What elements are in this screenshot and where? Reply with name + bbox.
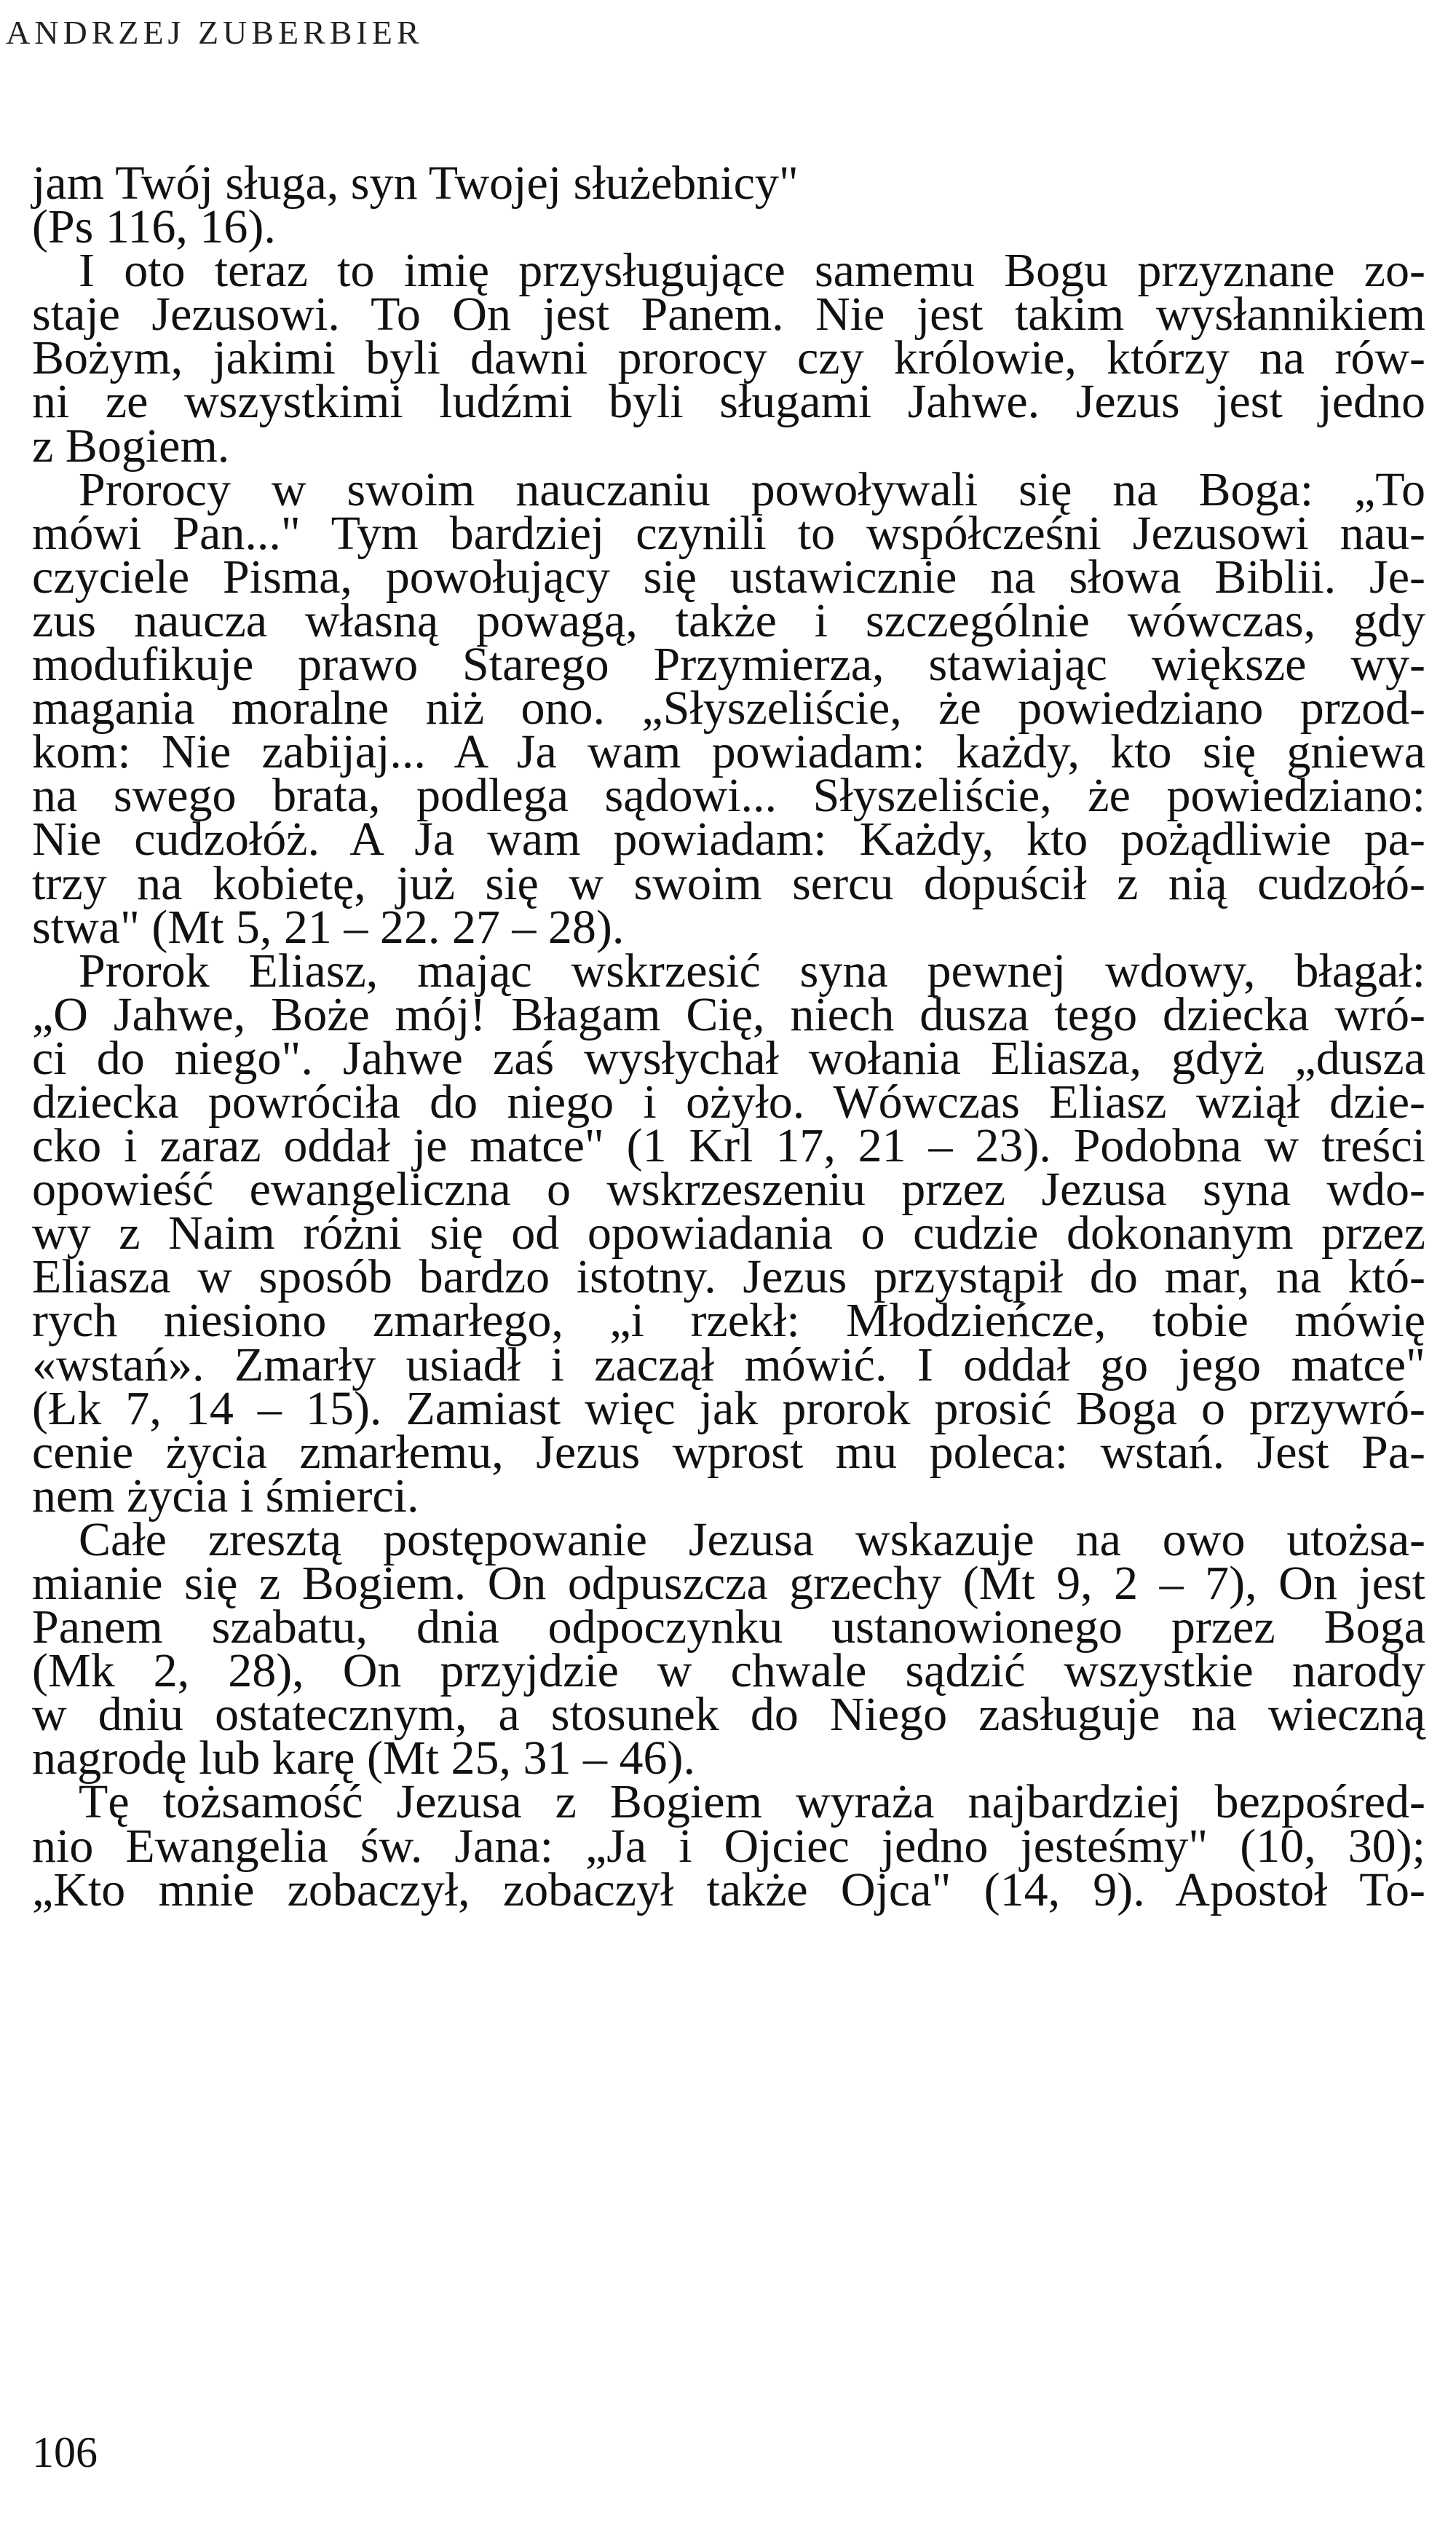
text-line: Bożym, jakimi byli dawni prorocy czy królowie, którzy na rów- [32, 331, 1425, 385]
text-line: nagrodę lub karę (Mt 25, 31 – 46). [32, 1731, 695, 1785]
text-line: „O Jahwe, Boże mój! Błagam Cię, niech dusza tego dziecka wró- [32, 987, 1425, 1041]
text-line: magania moralne niż ono. „Słyszeliście, że powiedziano przod- [32, 682, 1425, 735]
text-line: mianie się z Bogiem. On odpuszcza grzechy (Mt 9, 2 – 7), On jest [32, 1557, 1425, 1610]
text-line: zus naucza własną powagą, także i szczególnie wówczas, gdy [32, 593, 1425, 647]
text-line: ci do niego". Jahwe zaś wysłychał wołania Eliasza, gdyż „dusza [32, 1031, 1425, 1085]
text-line: Eliasza w sposób bardzo istotny. Jezus przystąpił do mar, na któ- [32, 1250, 1425, 1304]
text-line: modufikuje prawo Starego Przymierza, stawiając większe wy- [32, 638, 1425, 692]
text-line: mówi Pan..." Tym bardziej czynili to współcześni Jezusowi nau- [32, 506, 1425, 560]
text-line: Całe zresztą postępowanie Jezusa wskazuje na owo utożsa- [79, 1512, 1425, 1566]
text-line: rych niesiono zmarłego, „i rzekł: Młodzieńcze, tobie mówię [32, 1294, 1425, 1348]
text-line: Prorok Eliasz, mając wskrzesić syna pewnej wdowy, błagał: [79, 944, 1425, 998]
text-line: ni ze wszystkimi ludźmi byli sługami Jahwe. Jezus jest jedno [32, 375, 1425, 429]
text-line: (Łk 7, 14 – 15). Zamiast więc jak prorok prosić Boga o przywró- [32, 1381, 1425, 1435]
text-line: nem życia i śmierci. [32, 1469, 419, 1523]
text-line: Panem szabatu, dnia odpoczynku ustanowionego przez Boga [32, 1600, 1425, 1654]
text-line: wy z Naim różni się od opowiadania o cudzie dokonanym przez [32, 1207, 1425, 1260]
text-line: z Bogiem. [32, 419, 230, 473]
text-line: kom: Nie zabijaj... A Ja wam powiadam: każdy, kto się gniewa [32, 725, 1425, 779]
text-line: czyciele Pisma, powołujący się ustawicznie na słowa Biblii. Je- [32, 550, 1425, 604]
text-line: opowieść ewangeliczna o wskrzeszeniu przez Jezusa syna wdo- [32, 1163, 1425, 1217]
text-line: Prorocy w swoim nauczaniu powoływali się na Boga: „To [79, 462, 1425, 516]
text-line: (Mk 2, 28), On przyjdzie w chwale sądzić wszystkie narody [32, 1644, 1425, 1698]
text-line: staje Jezusowi. To On jest Panem. Nie jest takim wysłannikiem [32, 288, 1425, 341]
running-head: ANDRZEJ ZUBERBIER [6, 14, 424, 51]
text-line: trzy na kobietę, już się w swoim sercu dopuścił z nią cudzołó- [32, 856, 1425, 910]
text-line: I oto teraz to imię przysługujące samemu Bogu przyznane zo- [79, 244, 1425, 298]
text-line: «wstań». Zmarły usiadł i zaczął mówić. I oddał go jego matce" [32, 1338, 1425, 1391]
text-line: jam Twój sługa, syn Twojej służebnicy" [32, 157, 799, 210]
text-line: nio Ewangelia św. Jana: „Ja i Ojciec jedno jesteśmy" (10, 30); [32, 1819, 1425, 1873]
text-line: cenie życia zmarłemu, Jezus wprost mu poleca: wstań. Jest Pa- [32, 1425, 1425, 1479]
text-line: (Ps 116, 16). [32, 200, 276, 254]
body-text [32, 157, 1425, 1916]
text-line: na swego brata, podlega sądowi... Słyszeliście, że powiedziano: [32, 769, 1425, 823]
text-line: „Kto mnie zobaczył, zobaczył także Ojca" (14, 9). Apostoł To- [32, 1863, 1425, 1916]
text-line: Tę tożsamość Jezusa z Bogiem wyraża najbardziej bezpośred- [79, 1775, 1425, 1829]
text-line: stwa" (Mt 5, 21 – 22. 27 – 28). [32, 900, 625, 954]
text-line: cko i zaraz oddał je matce" (1 Krl 17, 21 – 23). Podobna w treści [32, 1119, 1425, 1173]
text-line: w dniu ostatecznym, a stosunek do Niego zasługuje na wieczną [32, 1688, 1425, 1742]
text-line: Nie cudzołóż. A Ja wam powiadam: Każdy, kto pożądliwie pa- [32, 813, 1425, 866]
text-line: dziecka powróciła do niego i ożyło. Wówczas Eliasz wziął dzie- [32, 1075, 1425, 1129]
page-number: 106 [32, 2428, 98, 2476]
